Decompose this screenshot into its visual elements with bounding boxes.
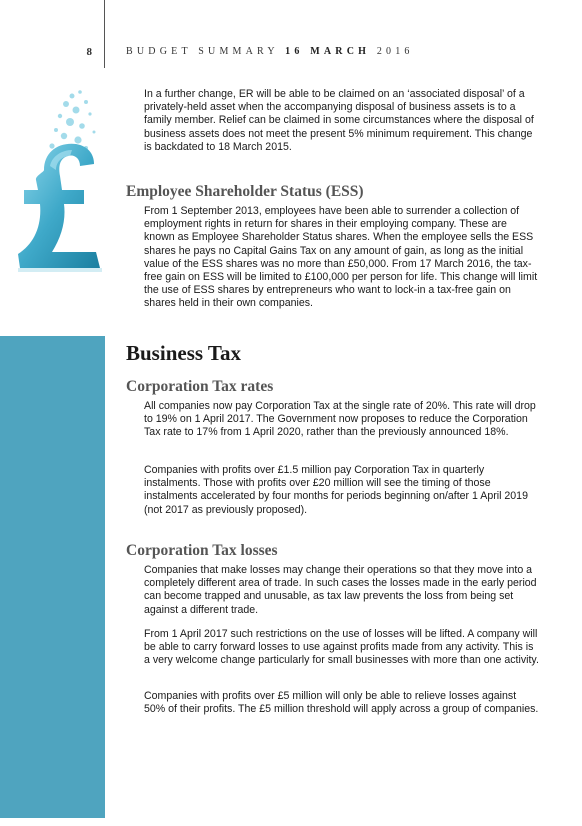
running-head-title: BUDGET SUMMARY <box>126 46 286 57</box>
ct-losses-paragraph-1: Companies that make losses may change their operations so that they move into a completely different area of trade. In such cases the losses made in the early period can become trapped and unusable, as tax law prevents the loss from being set against a different trade. <box>144 564 537 616</box>
ess-paragraph: From 1 September 2013, employees have been able to surrender a collection of employment rights in return for shares in their employing company. These are known as Employee Shareholder Status shares. When the employee sells the ESS shares he pays no Capital Gains Tax on any amount of gain, as long as the initial value of the ESS shares was no more than £50,000. From 17 March 2016, the tax-free gain on ESS will be limited to £100,000 per person for life. This change will limit the use of ESS shares by entrepreneurs who want to lock-in a tax-free gain on shares held in their own companies. <box>144 205 538 310</box>
ct-rates-heading: Corporation Tax rates <box>126 378 274 395</box>
ct-rates-paragraph-1: All companies now pay Corporation Tax at the single rate of 20%. This rate will drop to 19% on 1 April 2017. The Government now proposes to reduce the Corporation Tax rate to 17% from 1 April 2020, rather than the previously announced 18%. <box>144 400 536 439</box>
ct-losses-heading: Corporation Tax losses <box>126 542 278 559</box>
running-head <box>126 46 414 57</box>
running-head-date: 16 MARCH <box>285 46 371 57</box>
running-head-year: 2016 <box>370 46 414 57</box>
header-divider <box>104 0 105 68</box>
decorative-sidebar <box>0 336 105 818</box>
page-number: 8 <box>86 46 92 58</box>
ct-losses-paragraph-2: From 1 April 2017 such restrictions on the use of losses will be lifted. A company will be able to carry forward losses to use against profits made from any activity. This is a very welcome change particularly for small businesses with more than one activity. <box>144 628 539 667</box>
ct-losses-paragraph-3: Companies with profits over £5 million will only be able to relieve losses against 50% of their profits. The £5 million threshold will apply across a group of companies. <box>144 690 539 716</box>
business-tax-heading: Business Tax <box>126 341 241 365</box>
splashing-pound-sign-icon <box>0 86 120 316</box>
ct-rates-paragraph-2: Companies with profits over £1.5 million pay Corporation Tax in quarterly instalments. Those with profits over £20 million will see the timing of those instalments accelerated by four months for periods beginning on/after 1 April 2019 (not 2017 as previously proposed). <box>144 464 528 516</box>
intro-paragraph: In a further change, ER will be able to be claimed on an ‘associated disposal’ of a privately-held asset when the accompanying disposal of business assets is to a family member. Relief can be claimed in some circumstances where the disposal of business assets does not meet the present 5% minimum requirement. This change is backdated to 18 March 2015. <box>144 88 534 153</box>
ess-heading: Employee Shareholder Status (ESS) <box>126 183 364 200</box>
